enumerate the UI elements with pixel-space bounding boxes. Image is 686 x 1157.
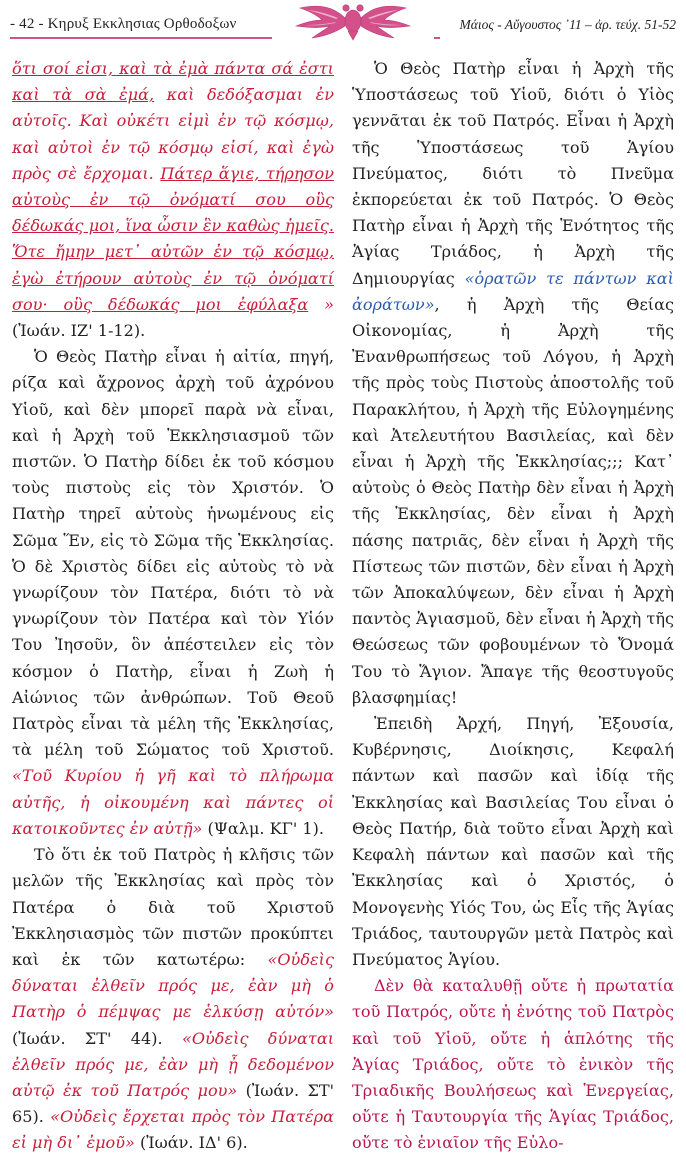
header-page-number-title: - 42 - Κηρυξ Εκκλησιας Ορθοδοξων: [10, 16, 237, 32]
scripture-quote: καὶ δεδόξασμαι ἐν αὐτοῖς. Καὶ οὐκέτι εἰμὶ ἐν τῷ κόσμῳ, καὶ αὐτοὶ ἐν τῷ κόσμῳ εἰσί, καὶ ἐγὼ πρὸς σὲ ἔρχομαι.: [12, 85, 334, 183]
scripture-reference: (Ψαλμ. ΚΓ' 1).: [202, 818, 325, 838]
header-rule-right: [434, 37, 440, 39]
header-rule-left: [10, 37, 272, 39]
scripture-quote: Ὅτε ἤμην μετ᾿ αὐτῶν ἐν τῷ κόσμῳ, ἐγὼ ἐτήρουν αὐτοὺς ἐν τῷ ὀνόματί σου· οὓς δέδωκάς μοι ἐφύλαξα: [12, 242, 334, 314]
scripture-reference: (Ἰωάν. ΙΖ' 1-12).: [12, 321, 146, 341]
paragraph-text: Ὁ Θεὸς Πατὴρ εἶναι ἡ αἰτία, πηγή, ρίζα καὶ ἄχρονος ἀρχὴ τοῦ ἀχρόνου Υἱοῦ, καὶ δὲν μπορεῖ παρὰ νὰ εἶναι, καὶ ἡ Ἀρχὴ τοῦ Ἐκκλησιασμοῦ τῶν πιστῶν. Ὁ Πατὴρ δίδει ἐκ τοῦ κόσμου τοὺς πιστοὺς εἰς τὸν Χριστόν. Ὁ Πατὴρ τηρεῖ αὐτοὺς ἡνωμένους εἰς Σῶμα Ἕν, εἰς τὸ Σῶμα τῆς Ἐκκλησίας. Ὁ δὲ Χριστὸς δίδει εἰς αὐτοὺς τὸ νὰ γνωρίζουν τὸν Πατέρα, διότι τὸ νὰ γνωρίζουν τὸν Πατέρα καὶ τὸν Υἱόν Του Ἰησοῦν, ὃν ἀπέστειλεν εἰς τὸν κόσμον ὁ Πατὴρ, εἶναι ἡ Ζωὴ ἡ Αἰώνιος τῶν ἀνθρώπων. Τοῦ Θεοῦ Πατρὸς εἶναι τὰ μέλη τῆς Ἐκκλησίας, τὰ μέλη τοῦ Σώματος τοῦ Χριστοῦ.: [12, 347, 334, 760]
scripture-quote: «ὁρατῶν τε πάντων καὶ ἀοράτων»: [352, 268, 674, 314]
paragraph-text: , ἡ Ἀρχὴ τῆς Θείας Οἰκονομίας, ἡ Ἀρχὴ τῆς Ἐνανθρωπήσεως τοῦ Λόγου, ἡ Ἀρχὴ τῆς πρὸς τοὺς Πιστοὺς ἀποστολῆς τοῦ Παρακλήτου, ἡ Ἀρχὴ τῆς Εὐλογημένης καὶ Ἀτελευτήτου Βασιλείας, καὶ δὲν εἶναι ἡ Ἀρχὴ τῆς Ἐκκλησίας;;; Κατ᾿ αὐτοὺς ὁ Θεὸς Πατὴρ δὲν εἶναι ἡ Ἀρχὴ τῆς Ἐκκλησίας, δὲν εἶναι ἡ Ἀρχὴ πάσης πατριᾶς, δὲν εἶναι ἡ Ἀρχὴ τῆς Πίστεως τῶν πιστῶν, δὲν εἶναι ἡ Ἀρχὴ τῶν Ἀποκαλύψεων, δὲν εἶναι ἡ Ἀρχὴ παντὸς Ἁγιασμοῦ, δὲν εἶναι ἡ Ἀρχὴ τῆς Θεώσεως τῶν φοβουμένων τὸ Ὄνομά Του τὸ Ἅγιον. Ἄπαγε τῆς θεοστυγοῦς βλασφημίας!: [352, 294, 674, 707]
scripture-reference: (Ἰωάν. ΙΔ' 6).: [134, 1133, 248, 1153]
paragraph: [12, 56, 334, 344]
paragraph-text: Ἐπειδὴ Ἀρχή, Πηγή, Ἐξουσία, Κυβέρνησις, Διοίκησις, Κεφαλή πάντων καὶ πασῶν καὶ ἰδίᾳ τῆς Ἐκκλησίας καὶ Βασιλείας Του εἶναι ὁ Θεὸς Πατήρ, διὰ τοῦτο εἶναι Ἀρχὴ καὶ Κεφαλὴ πάντων καὶ πασῶν καὶ τῆς Ἐκκλησίας καὶ ὁ Χριστός, ὁ Μονογενὴς Υἱός Του, ὡς Εἷς τῆς Ἁγίας Τριάδος, ταυτουργῶν μετὰ Πατρὸς καὶ Πνεύματος Ἁγίου.: [352, 714, 674, 969]
paragraph-text: Δὲν θὰ καταλυθῇ οὔτε ἡ πρωτατία τοῦ Πατρός, οὔτε ἡ ἑνότης τοῦ Πατρὸς καὶ τοῦ Υἱοῦ, οὔτε ἡ ἁπλότης τῆς Ἁγίας Τριάδος, οὔτε τὸ ἑνικὸν τῆς Τριαδικῆς Βουλήσεως καὶ Ἐνεργείας, οὔτε ἡ Ταυτουργία τῆς Ἁγίας Τριάδος, οὔτε τὸ ἑνιαῖον τῆς Εὐλο-: [352, 976, 674, 1153]
left-column: [12, 56, 334, 1157]
double-headed-eagle-icon: [278, 2, 428, 42]
paragraph-text: Τὸ ὅτι ἐκ τοῦ Πατρὸς ἡ κλῆσις τῶν μελῶν τῆς Ἐκκλησίας καὶ πρὸς τὸν Πατέρα ὁ διὰ τοῦ Χριστοῦ Ἐκκλησιασμὸς τῶν πιστῶν προκύπτει καὶ ἐκ τῶν κατωτέρω:: [12, 845, 334, 969]
paragraph: [352, 56, 674, 711]
scripture-reference: (Ἰωάν. ΣΤ' 44).: [12, 1028, 182, 1048]
scripture-quote: «Οὐδεὶς δύναται ἐλθεῖν πρός με, ἐὰν μὴ ὁ Πατὴρ ὁ πέμψας με ἑλκύσῃ αὐτόν»: [12, 949, 334, 1022]
paragraph: [12, 842, 334, 1156]
page-header: [0, 0, 686, 40]
scripture-reference: (Ἰωάν. ΣΤ' 65).: [12, 1080, 334, 1127]
paragraph: [352, 711, 674, 973]
scripture-quote: «Τοῦ Κυρίου ἡ γῆ καὶ τὸ πλήρωμα αὐτῆς, ἡ οἰκουμένη καὶ πάντες οἱ κατοικοῦντες ἐν αὐτῇ»: [12, 766, 334, 838]
paragraph-text: Ὁ Θεὸς Πατὴρ εἶναι ἡ Ἀρχὴ τῆς Ὑποστάσεως τοῦ Υἱοῦ, διότι ὁ Υἱὸς γεννᾶται ἐκ τοῦ Πατρός. Εἶναι ἡ Ἀρχὴ τῆς Ὑποστάσεως τοῦ Ἁγίου Πνεύματος, διότι τὸ Πνεῦμα ἐκπορεύεται ἐκ τοῦ Πατρός. Ὁ Θεὸς Πατὴρ εἶναι ἡ Ἀρχὴ τῆς Ἑνότητος τῆς Ἁγίας Τριάδος, ἡ Ἀρχὴ τῆς Δημιουργίας: [352, 59, 674, 288]
right-column: [352, 56, 674, 1157]
scripture-quote: «Οὐδεὶς δύναται ἐλθεῖν πρός με, ἐὰν μὴ ᾖ δεδομένον αὐτῷ ἐκ τοῦ Πατρός μου»: [12, 1028, 335, 1100]
header-issue-info: Μάιος - Αὔγουστος ᾿11 – ἀρ. τεύχ. 51-52: [459, 17, 676, 32]
scripture-quote: »: [308, 294, 334, 314]
scripture-quote: ὅτι σοί εἰσι, καὶ τὰ ἐμὰ πάντα σά ἐστι καὶ τὰ σὰ ἐμά,: [12, 59, 334, 105]
scripture-quote: «Οὐδεὶς ἔρχεται πρὸς τὸν Πατέρα εἰ μὴ δι᾿ ἐμοῦ»: [12, 1107, 334, 1153]
paragraph: [12, 344, 334, 842]
scripture-quote: Πάτερ ἅγιε, τήρησον αὐτοὺς ἐν τῷ ὀνόματί σου οὓς δέδωκάς μοι, ἵνα ὦσιν ἓν καθὼς ἡμεῖς.: [12, 163, 334, 236]
paragraph: [352, 973, 674, 1156]
